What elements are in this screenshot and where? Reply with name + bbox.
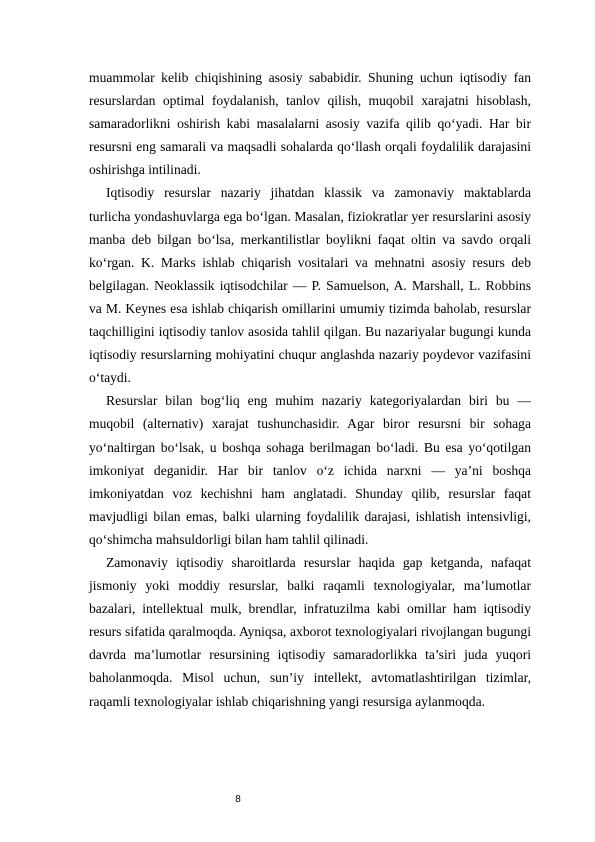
document-body <box>89 66 531 713</box>
page-number: 8 <box>235 794 241 805</box>
paragraph-economic-resource-theories: Iqtisodiy resurslar nazariy jihatdan klassik va zamonaviy maktablarda turlicha yondashuvlarga ega bo‘lgan. Masalan, fiziokratlar yer resurslarini asosiy manba deb bilgan bo‘lsa, merkantilistlar boylikni faqat oltin va savdo orqali ko‘rgan. K. Marks ishlab chiqarish vositalari va mehnatni asosiy resurs deb belgilagan. Neoklassik iqtisodchilar — P. Samuelson, A. Marshall, L. Robbins va M. Keynes esa ishlab chiqarish omillarini umumiy tizimda baholab, resurslar taqchilligini iqtisodiy tanlov asosida tahlil qilgan. Bu nazariyalar bugungi kunda iqtisodiy resurslarning mohiyatini chuqur anglashda nazariy poydevor vazifasini o‘taydi. <box>89 185 531 386</box>
paragraph-continuation: muammolar kelib chiqishining asosiy sababidir. Shuning uchun iqtisodiy fan resurslardan optimal foydalanish, tanlov qilish, muqobil xarajatni hisoblash, samaradorlikni oshirish kabi masalalarni asosiy vazifa qilib qo‘yadi. Har bir resursni eng samarali va maqsadli sohalarda qo‘llash orqali foydalilik darajasini oshirishga intilinadi. <box>89 70 531 178</box>
paragraph-modern-resources: Zamonaviy iqtisodiy sharoitlarda resurslar haqida gap ketganda, nafaqat jismoniy yoki moddiy resurslar, balki raqamli texnologiyalar, ma’lumotlar bazalari, intellektual mulk, brendlar, infratuzilma kabi omillar ham iqtisodiy resurs sifatida qaralmoqda. Ayniqsa, axborot texnologiyalari rivojlangan bugungi davrda ma’lumotlar resursining iqtisodiy samaradorlikka ta’siri juda yuqori baholanmoqda. Misol uchun, sun’iy intellekt, avtomatlashtirilgan tizimlar, raqamli texnologiyalar ishlab chiqarishning yangi resursiga aylanmoqda. <box>89 554 531 709</box>
paragraph-opportunity-cost: Resurslar bilan bog‘liq eng muhim nazariy kategoriyalardan biri bu — muqobil (alternativ) xarajat tushunchasidir. Agar biror resursni bir sohaga yo‘naltirgan bo‘lsak, u boshqa sohaga berilmagan bo‘ladi. Bu esa yo‘qotilgan imkoniyat deganidir. Har bir tanlov o‘z ichida narxni — ya’ni boshqa imkoniyatdan voz kechishni ham anglatadi. Shunday qilib, resurslar faqat mavjudligi bilan emas, balki ularning foydalilik darajasi, ishlatish intensivligi, qo‘shimcha mahsuldorligi bilan ham tahlil qilinadi. <box>89 393 531 547</box>
